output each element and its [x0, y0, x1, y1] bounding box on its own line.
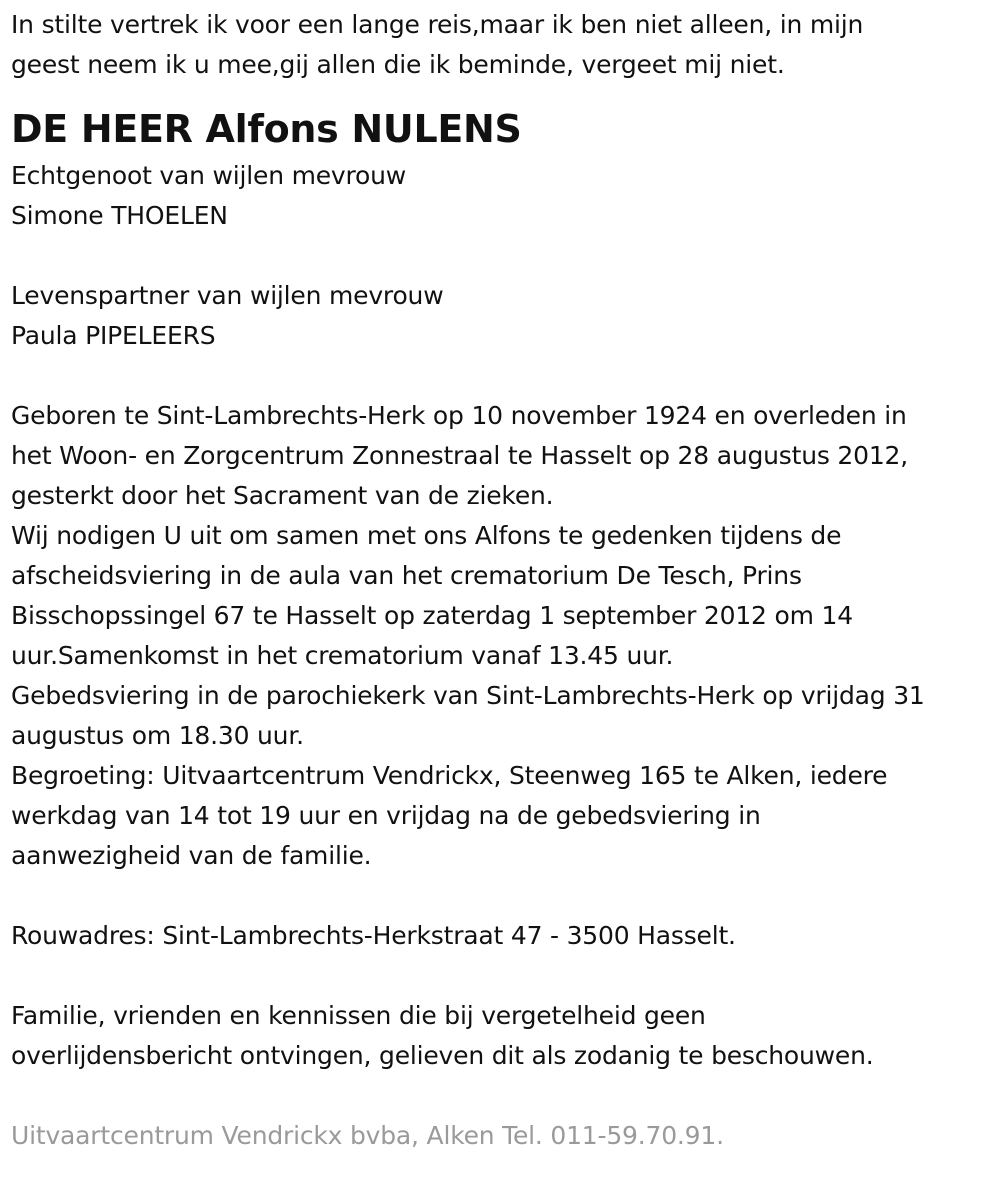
- partner-name: Paula PIPELEERS: [11, 321, 216, 350]
- details-line: Geboren te Sint-Lambrechts-Herk op 10 november 1924 en overleden in: [11, 401, 907, 430]
- poem: [11, 5, 996, 85]
- spacer: [11, 1076, 996, 1116]
- spouse-line: Echtgenoot van wijlen mevrouw: [11, 161, 407, 190]
- details-paragraph: [11, 396, 996, 876]
- poem-line: geest neem ik u mee,gij allen die ik beminde, vergeet mij niet.: [11, 50, 785, 79]
- details-line: aanwezigheid van de familie.: [11, 841, 372, 870]
- details-line: afscheidsviering in de aula van het crematorium De Tesch, Prins: [11, 561, 802, 590]
- details-line: gesterkt door het Sacrament van de zieken.: [11, 481, 554, 510]
- details-line: augustus om 18.30 uur.: [11, 721, 304, 750]
- poem-line: In stilte vertrek ik voor een lange reis,maar ik ben niet alleen, in mijn: [11, 10, 864, 39]
- deceased-name: DE HEER Alfons NULENS: [11, 107, 522, 151]
- spacer: [11, 876, 996, 916]
- details-line: Begroeting: Uitvaartcentrum Vendrickx, Steenweg 165 te Alken, iedere: [11, 761, 888, 790]
- spacer: [11, 356, 996, 396]
- spacer: [11, 956, 996, 996]
- details-line: het Woon- en Zorgcentrum Zonnestraal te Hasselt op 28 augustus 2012,: [11, 441, 908, 470]
- details-line: uur.Samenkomst in het crematorium vanaf 13.45 uur.: [11, 641, 674, 670]
- mourning-address: Rouwadres: Sint-Lambrechts-Herkstraat 47 - 3500 Hasselt.: [11, 921, 736, 950]
- footer-funeral-home: Uitvaartcentrum Vendrickx bvba, Alken Tel. 011-59.70.91.: [11, 1121, 724, 1150]
- spouse-info: [11, 156, 996, 236]
- details-line: Wij nodigen U uit om samen met ons Alfons te gedenken tijdens de: [11, 521, 842, 550]
- spacer: [11, 236, 996, 276]
- partner-line: Levenspartner van wijlen mevrouw: [11, 281, 444, 310]
- details-line: werkdag van 14 tot 19 uur en vrijdag na de gebedsviering in: [11, 801, 761, 830]
- notice-paragraph: [11, 996, 996, 1076]
- details-line: Bisschopssingel 67 te Hasselt op zaterdag 1 september 2012 om 14: [11, 601, 853, 630]
- partner-info: [11, 276, 996, 356]
- notice-line: overlijdensbericht ontvingen, gelieven dit als zodanig te beschouwen.: [11, 1041, 874, 1070]
- notice-line: Familie, vrienden en kennissen die bij vergetelheid geen: [11, 1001, 706, 1030]
- details-line: Gebedsviering in de parochiekerk van Sint-Lambrechts-Herk op vrijdag 31: [11, 681, 925, 710]
- spouse-name: Simone THOELEN: [11, 201, 228, 230]
- obituary-notice: [11, 0, 996, 1156]
